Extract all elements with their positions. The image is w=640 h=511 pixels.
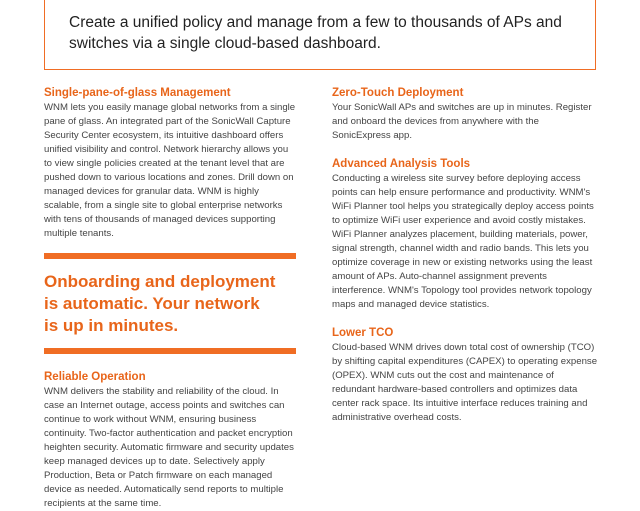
body-reliable-operation: WNM delivers the stability and reliability of the cloud. In case an Internet outage, access points and switches can continue to work without WNM, ensuring business continuity. Two-factor authentication and packet encryption heighten security. Automatic firmware and security updates keep managed devices up to date. Selectively apply Production, Beta or Patch firmware on each managed device as needed. Automatically send reports to multiple recipients at the same time. — [44, 386, 294, 509]
heading-zero-touch: Zero-Touch Deployment — [332, 87, 464, 99]
heading-lower-tco: Lower TCO — [332, 327, 394, 339]
heading-advanced-analysis: Advanced Analysis Tools — [332, 158, 471, 170]
body-zero-touch: Your SonicWall APs and switches are up in minutes. Register and onboard the devices from anywhere with the SonicExpress app. — [332, 102, 592, 141]
body-advanced-analysis: Conducting a wireless site survey before deploying access points can help ensure performance and productivity. WNM's WiFi Planner tool helps you strategically deploy access points to optimize WiFi user experience and avoid costly mistakes. WiFi Planner analyzes placement, building materials, power, signal strength, channel width and radio bands. This lets you optimize coverage in new or existing networks using the least amount of APs. Auto-channel assignment prevents interference. WNM's Topology tool provides network topology maps and managed device statistics. — [332, 173, 594, 310]
heading-reliable-operation: Reliable Operation — [44, 371, 146, 383]
body-single-pane: WNM lets you easily manage global networks from a single pane of glass. An integrated part of the SonicWall Capture Security Center ecosystem, its intuitive dashboard offers unified visibility and control. Network hierarchy allows you to view single policies created at the tenant level that are pushed down to various locations and zones. Drill down on managed devices for granular data. WNM is highly scalable, from a single site to global enterprise networks with tens of thousands of managed devices supporting multiple tenants. — [44, 102, 296, 239]
pull-quote-line-2: is automatic. Your network — [44, 294, 260, 313]
intro-callout-text: Create a unified policy and manage from a few to thousands of APs and switches via a single cloud-based dashboard. — [69, 14, 562, 52]
divider-top — [44, 253, 296, 259]
right-column — [332, 86, 598, 425]
pull-quote-line-3: is up in minutes. — [44, 316, 179, 335]
left-column — [44, 86, 298, 511]
pull-quote-line-1: Onboarding and deployment — [44, 272, 276, 291]
divider-bottom — [44, 348, 296, 354]
heading-single-pane: Single-pane-of-glass Management — [44, 87, 231, 99]
body-lower-tco: Cloud-based WNM drives down total cost of ownership (TCO) by shifting capital expenditures (CAPEX) to operating expense (OPEX). WNM cuts out the cost and maintenance of redundant hardware-based controllers and optimizes data center rack space. Its intuitive interface reduces training and administrative overhead costs. — [332, 342, 598, 423]
intro-callout — [44, 0, 596, 70]
pull-quote — [44, 271, 298, 337]
